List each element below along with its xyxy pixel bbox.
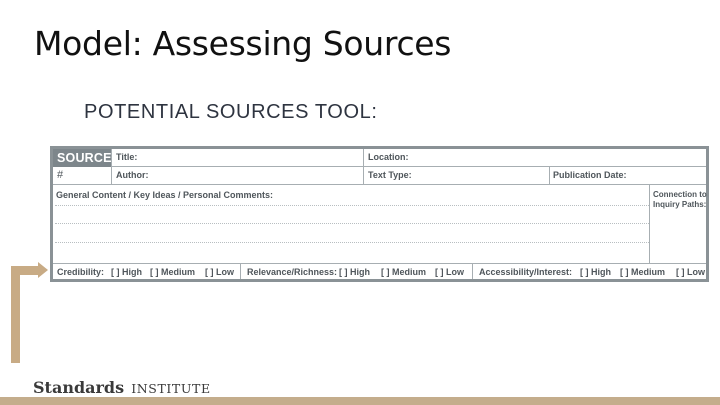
relevance-label: Relevance/Richness: — [247, 267, 338, 277]
author-cell — [111, 167, 363, 185]
accessibility-low-option[interactable]: [ ] Low — [676, 267, 705, 277]
publication-date-label: Publication Date: — [553, 170, 627, 180]
connection-cell — [650, 185, 706, 264]
publication-date-cell — [549, 167, 706, 185]
location-cell — [363, 149, 706, 167]
general-content-label: General Content / Key Ideas / Personal Comments: — [56, 190, 274, 200]
number-cell — [53, 167, 111, 185]
relevance-low-option[interactable]: [ ] Low — [435, 267, 464, 277]
writing-line — [55, 242, 649, 243]
text-type-label: Text Type: — [368, 170, 412, 180]
credibility-medium-option[interactable]: [ ] Medium — [150, 267, 195, 277]
title-cell — [111, 149, 363, 167]
connection-label-line1: Connection to — [653, 190, 707, 199]
accessibility-high-option[interactable]: [ ] High — [580, 267, 611, 277]
author-label: Author: — [116, 170, 149, 180]
standards-institute-logo — [33, 378, 211, 397]
arrow-right-icon — [38, 262, 48, 278]
accessibility-medium-option[interactable]: [ ] Medium — [620, 267, 665, 277]
credibility-label: Credibility: — [57, 267, 105, 277]
relevance-cell — [240, 264, 472, 279]
relevance-high-option[interactable]: [ ] High — [339, 267, 370, 277]
bracket-arrow-stem — [11, 266, 20, 363]
connection-label-line2: Inquiry Paths: — [653, 200, 707, 209]
footer-bar — [0, 397, 720, 405]
credibility-low-option[interactable]: [ ] Low — [205, 267, 234, 277]
credibility-cell — [53, 264, 240, 279]
writing-line — [55, 205, 649, 206]
source-badge: SOURCE — [53, 149, 111, 167]
brand-sub-text: INSTITUTE — [131, 381, 211, 396]
relevance-medium-option[interactable]: [ ] Medium — [381, 267, 426, 277]
bracket-arrow-arm — [11, 266, 39, 275]
writing-line — [55, 223, 649, 224]
accessibility-label: Accessibility/Interest: — [479, 267, 573, 277]
slide-title: Model: Assessing Sources — [34, 24, 452, 63]
brand-main-text: Standards — [33, 378, 125, 397]
general-content-cell — [53, 185, 650, 264]
slide-subtitle: POTENTIAL SOURCES TOOL: — [84, 101, 378, 123]
location-label: Location: — [368, 152, 409, 162]
potential-sources-tool — [50, 146, 709, 282]
accessibility-cell — [472, 264, 706, 279]
number-label: # — [57, 169, 64, 181]
text-type-cell — [363, 167, 549, 185]
title-label: Title: — [116, 152, 138, 162]
credibility-high-option[interactable]: [ ] High — [111, 267, 142, 277]
